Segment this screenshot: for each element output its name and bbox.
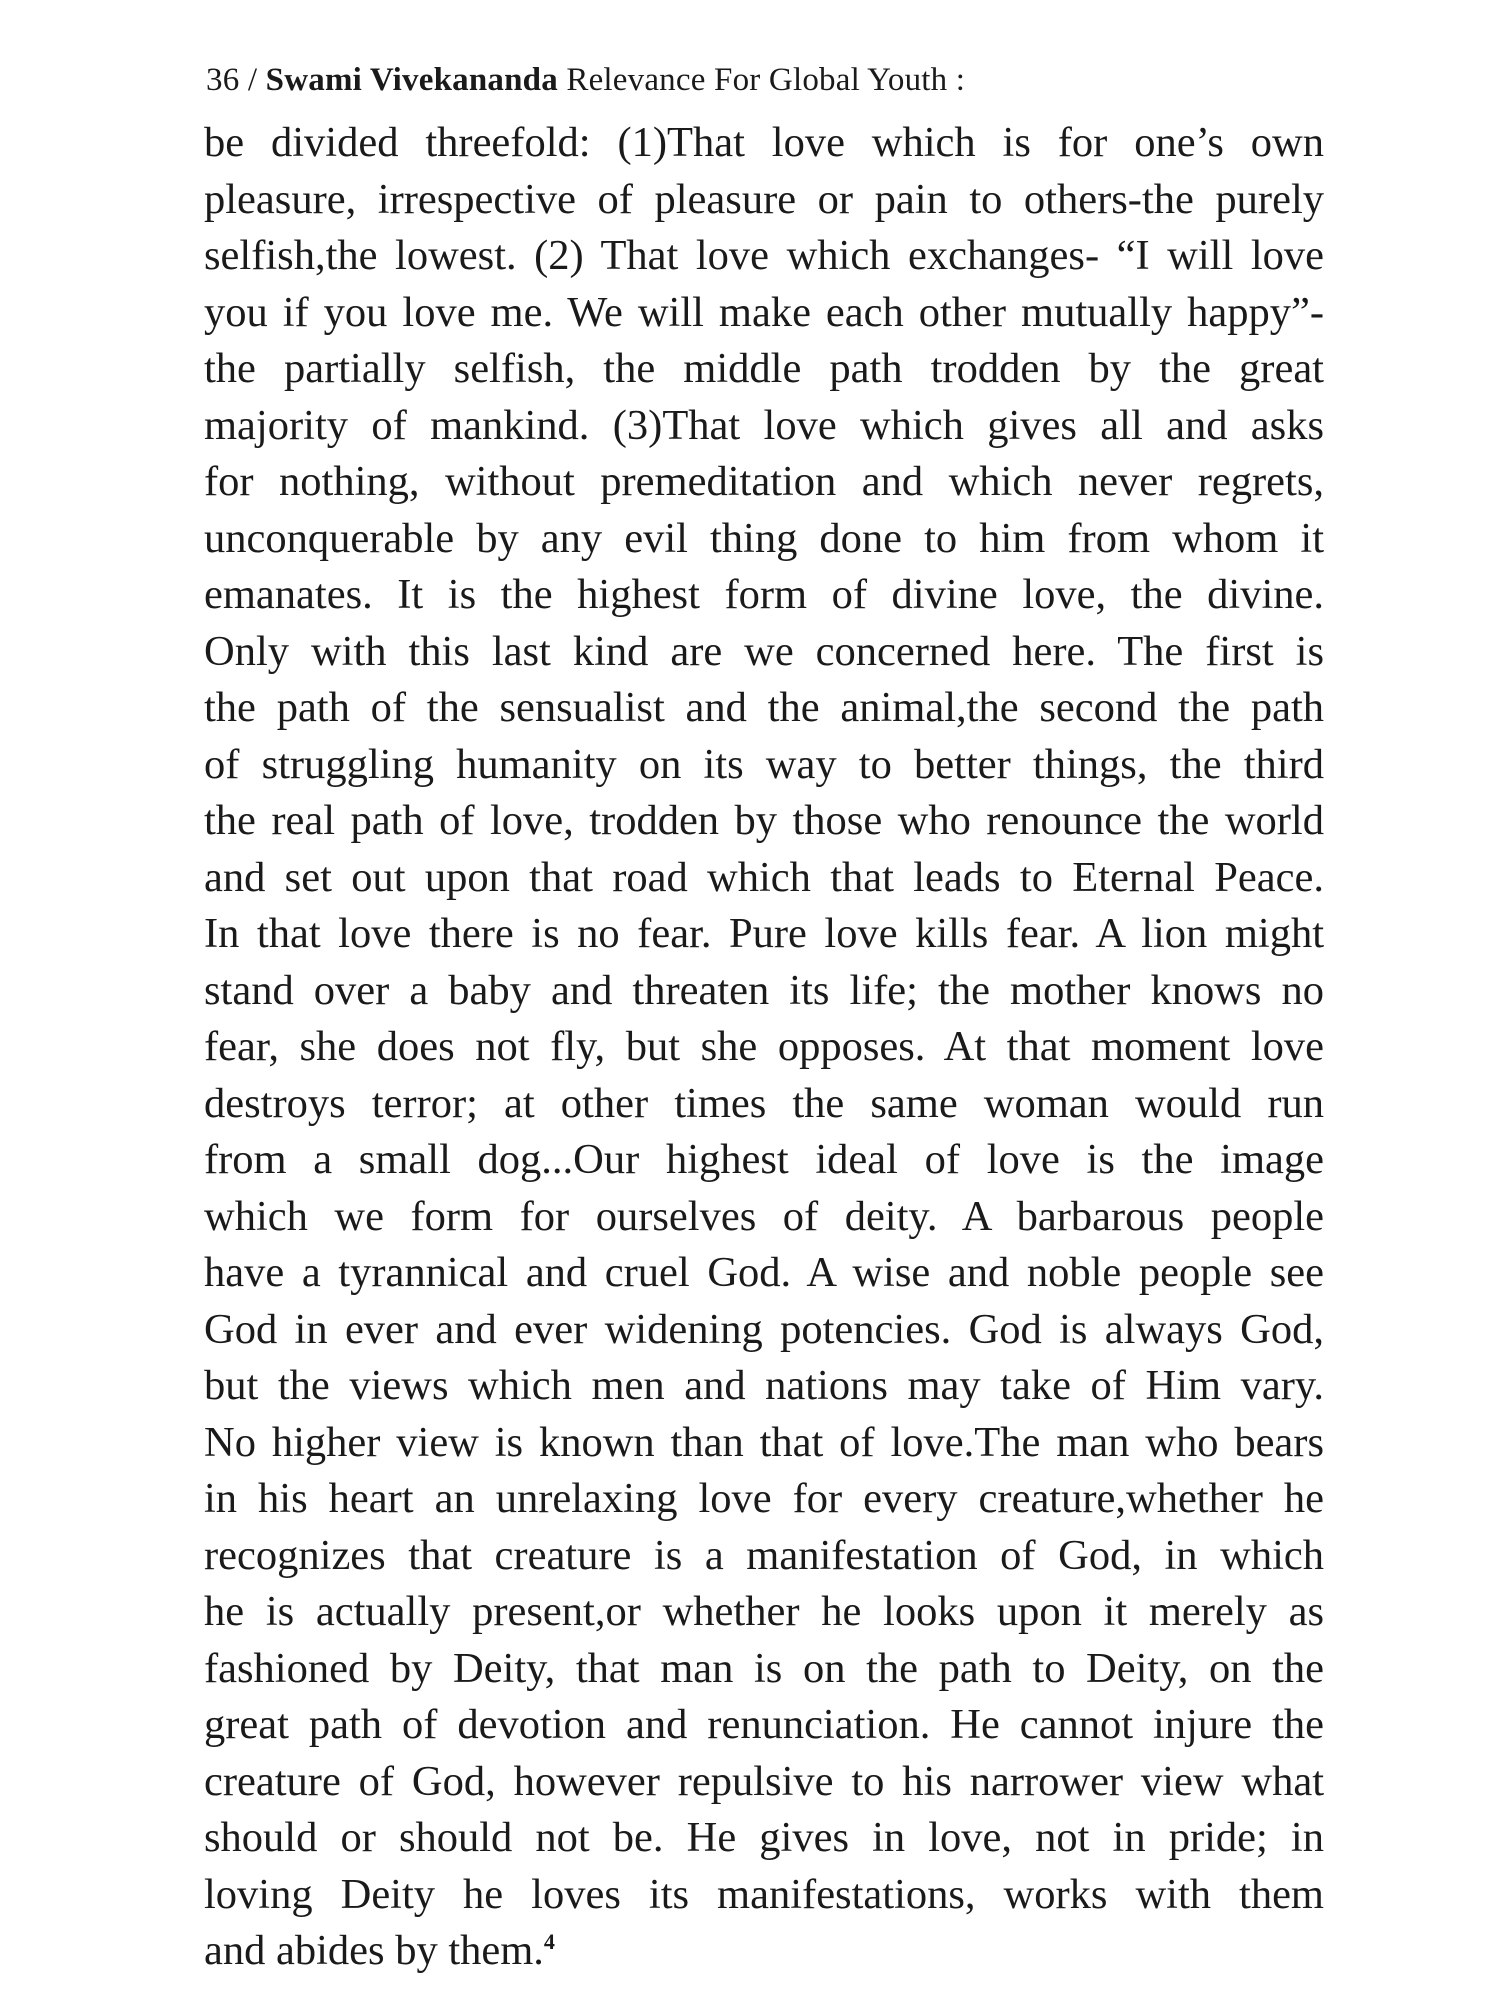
text-line: great path of devotion and renunciation. He cannot injure the [204, 1701, 1324, 1748]
text-line: and set out upon that road which that leads to Eternal Peace. [204, 853, 1324, 901]
text-line: but the views which men and nations may take of Him vary. [204, 1362, 1324, 1409]
text-line: the partially selfish, the middle path trodden by the great [204, 345, 1324, 392]
text-line: from a small dog...Our highest ideal of love is the image [204, 1136, 1324, 1183]
book-title: Relevance For Global Youth : [566, 62, 966, 98]
text-line: pleasure, irrespective of pleasure or pain to others-the purely [204, 175, 1324, 223]
text-line: for nothing, without premeditation and which never regrets, [204, 458, 1324, 505]
text-line: emanates. It is the highest form of divine love, the divine. [204, 571, 1324, 618]
text-line: the path of the sensualist and the animal,the second the path [204, 684, 1324, 731]
text-line: God in ever and ever widening potencies. God is always God, [204, 1305, 1324, 1353]
text-line: recognizes that creature is a manifestation of God, in which [204, 1531, 1324, 1579]
text-line: majority of mankind. (3)That love which gives all and asks [204, 401, 1324, 449]
body-text [204, 115, 1324, 1980]
text-line-last [204, 1923, 1324, 1980]
running-header [206, 60, 965, 100]
text-line: the real path of love, trodden by those who renounce the world [204, 797, 1324, 844]
text-line: have a tyrannical and cruel God. A wise and noble people see [204, 1249, 1324, 1296]
text-line: stand over a baby and threaten its life; the mother knows no [204, 966, 1324, 1014]
last-line-text: and abides by them. [204, 1927, 544, 1974]
page-number: 36 / [206, 62, 258, 98]
text-line: Only with this last kind are we concerned here. The first is [204, 627, 1324, 675]
text-line: of struggling humanity on its way to better things, the third [204, 740, 1324, 788]
text-line: be divided threefold: (1)That love which is for one’s own [204, 119, 1324, 166]
text-line: destroys terror; at other times the same woman would run [204, 1079, 1324, 1127]
text-line: No higher view is known than that of love.The man who bears [204, 1418, 1324, 1466]
text-line: fear, she does not fly, but she opposes. At that moment love [204, 1023, 1324, 1070]
text-line: In that love there is no fear. Pure love kills fear. A lion might [204, 910, 1324, 957]
footnote-marker[interactable]: 4 [543, 1928, 555, 1954]
text-line: unconquerable by any evil thing done to him from whom it [204, 514, 1324, 562]
text-line: creature of God, however repulsive to his narrower view what [204, 1757, 1324, 1805]
text-line: which we form for ourselves of deity. A barbarous people [204, 1192, 1324, 1240]
text-line: fashioned by Deity, that man is on the path to Deity, on the [204, 1644, 1324, 1692]
text-line: selfish,the lowest. (2) That love which exchanges- “I will love [204, 232, 1324, 279]
text-line: he is actually present,or whether he looks upon it merely as [204, 1588, 1324, 1635]
text-line: loving Deity he loves its manifestations, works with them [204, 1870, 1324, 1918]
author-name: Swami Vivekananda [265, 62, 558, 98]
text-line: in his heart an unrelaxing love for every creature,whether he [204, 1475, 1324, 1522]
text-line: you if you love me. We will make each other mutually happy”- [204, 288, 1324, 336]
text-line: should or should not be. He gives in love, not in pride; in [204, 1814, 1324, 1861]
